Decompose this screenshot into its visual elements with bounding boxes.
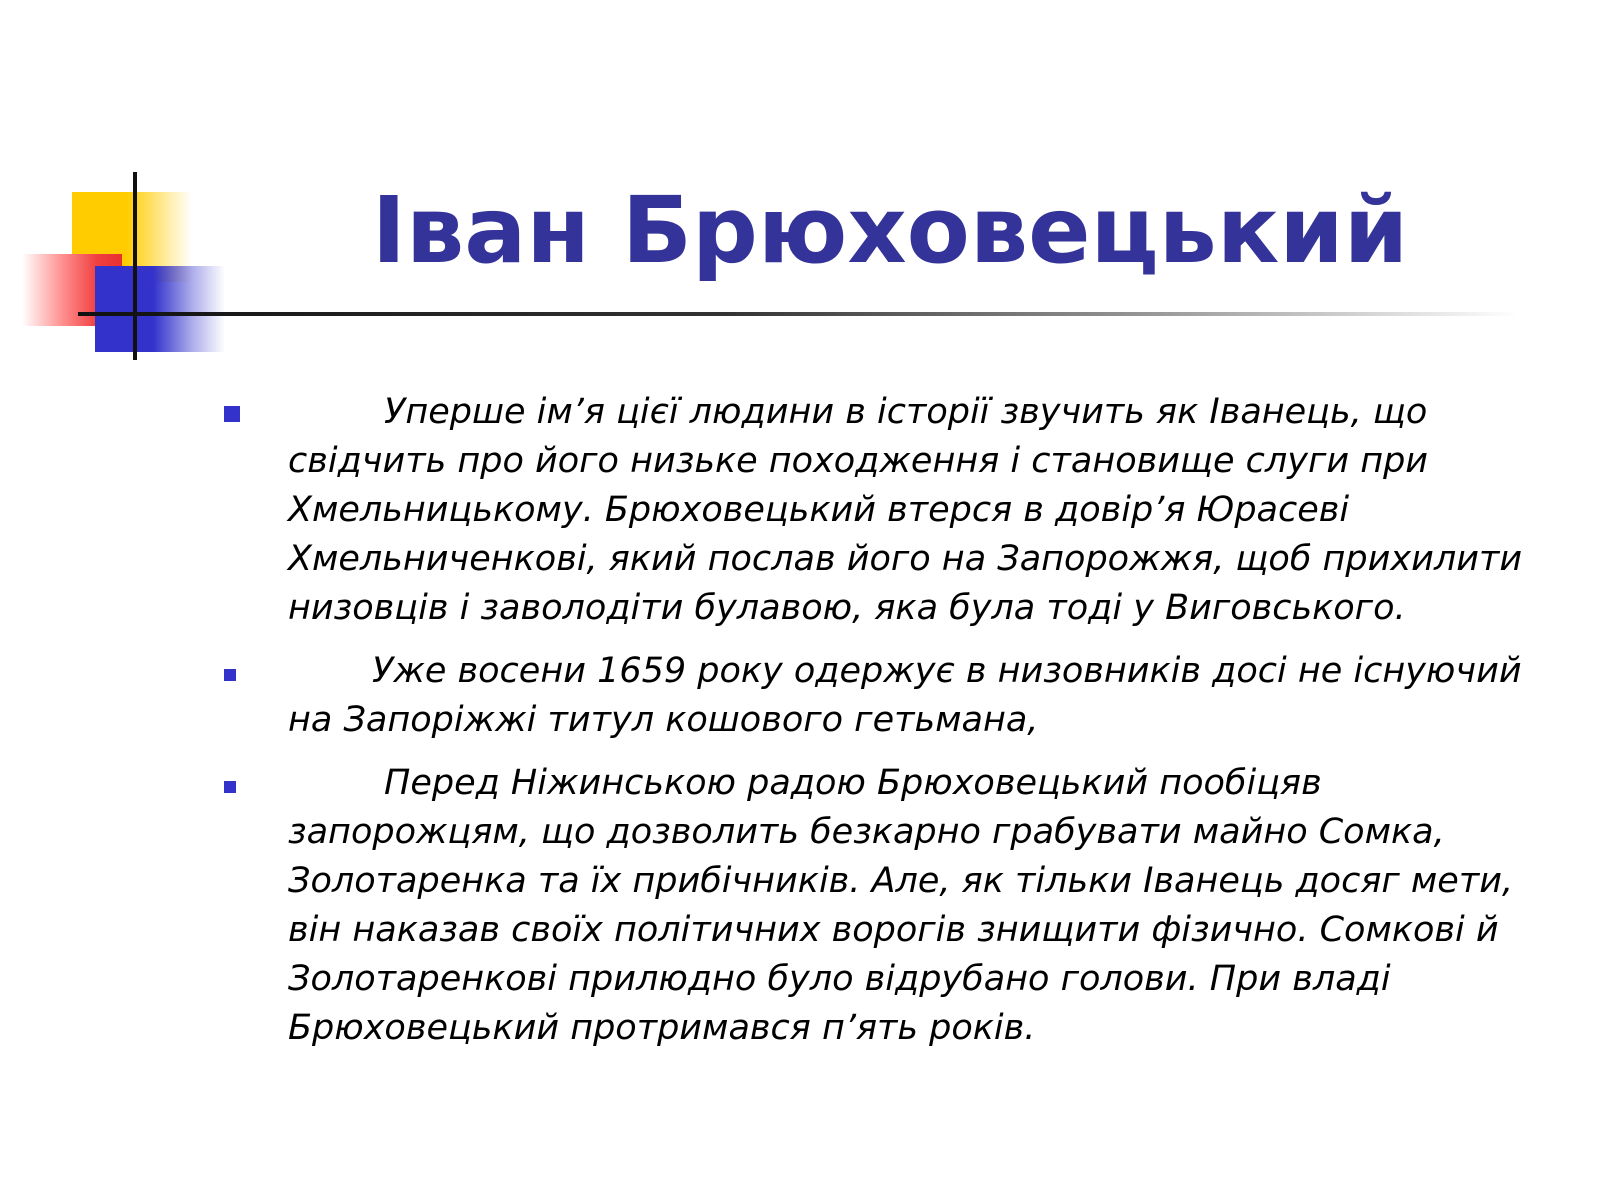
- bullet-list: [222, 388, 1542, 1067]
- title-underline: [78, 312, 1518, 316]
- square-bullet-icon: [224, 406, 240, 422]
- square-bullet-icon: [224, 781, 236, 793]
- bullet-text: Уже восени 1659 року одержує в низовників досі не існуючий на Запоріжжі титул кошового гетьмана,: [288, 651, 1522, 740]
- bullet-item: [222, 647, 1542, 745]
- bullet-item: [222, 388, 1542, 633]
- bullet-text: Перед Ніжинською радою Брюховецький пообіцяв запорожцям, що дозволить безкарно грабувати майно Сомка, Золотаренка та їх прибічників. Але, як тільки Іванець досяг мети, він наказав своїх політичних ворогів знищити фізично. Сомкові й Золотаренкові прилюдно було відрубано голови. При владі Брюховецький протримався п’ять років.: [288, 763, 1514, 1048]
- bullet-item: [222, 759, 1542, 1053]
- square-bullet-icon: [224, 669, 236, 681]
- slide-title: Іван Брюховецький: [371, 177, 1409, 284]
- bullet-text: Уперше ім’я цієї людини в історії звучить як Іванець, що свідчить про його низьке походження і становище слуги при Хмельницькому. Брюховецький втерся в довір’я Юрасеві Хмельниченкові, який послав його на Запорожжя, щоб прихилити низовців і заволодіти булавою, яка була тоді у Виговського.: [288, 392, 1523, 628]
- blue-square-decoration: [95, 266, 225, 352]
- vertical-line-decoration: [133, 172, 137, 360]
- corner-decoration: [0, 0, 260, 380]
